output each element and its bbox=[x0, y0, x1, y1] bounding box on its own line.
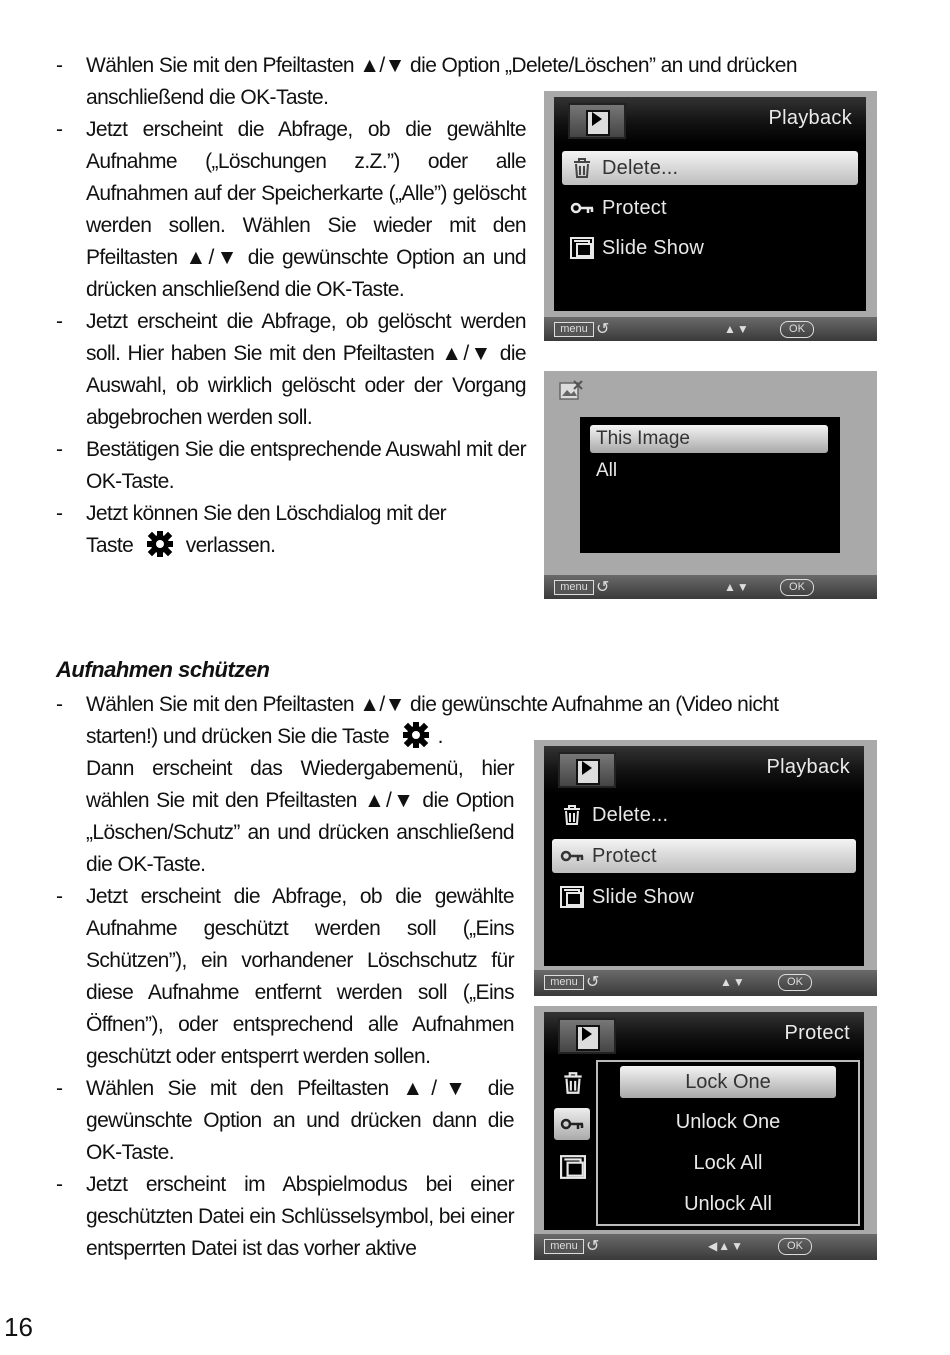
menu-item-protect[interactable] bbox=[562, 191, 858, 225]
page-number: 16 bbox=[4, 1312, 33, 1342]
screen-title: Playback bbox=[766, 756, 850, 778]
protect-key-tab bbox=[554, 1108, 590, 1140]
protect-options-box bbox=[596, 1060, 860, 1226]
s2-para4: Jetzt erscheint im Abspielmodus bei einer geschützten Datei ein Schlüsselsymbol, bei einer entsperrten Datei ist das vorher aktive bbox=[86, 1173, 514, 1260]
menu-item-delete[interactable] bbox=[552, 798, 856, 832]
menu-item-protect[interactable] bbox=[552, 839, 856, 873]
s2-line1b bbox=[86, 721, 526, 753]
updown-arrows-icon: ▲▼ bbox=[724, 322, 750, 336]
bullet-dash: - bbox=[56, 438, 63, 461]
s1-para2: Jetzt erscheint die Abfrage, ob die gewählte Aufnahme („Löschungen z.Z.”) oder alle Aufnahmen auf der Speicherkarte („Alle”) gelöscht werden sollen. Wählen Sie wieder mit den Pfeiltasten ▲/▼ die gewünschte Option an und drücken anschließend die OK-Taste. bbox=[86, 118, 526, 301]
key-icon bbox=[560, 845, 584, 867]
screen-footer bbox=[544, 317, 877, 341]
bullet-dash: - bbox=[56, 310, 63, 333]
menu-item-slideshow[interactable] bbox=[562, 231, 858, 265]
back-arrow-icon: ↺ bbox=[596, 579, 610, 596]
menu-item-label: Slide Show bbox=[592, 886, 695, 908]
screen-title: Protect bbox=[784, 1022, 850, 1044]
screen-footer bbox=[534, 1234, 877, 1260]
menu-item-delete[interactable] bbox=[562, 151, 858, 185]
trash-icon bbox=[560, 804, 584, 826]
s1-para4: Bestätigen Sie die entsprechende Auswahl mit der OK-Taste. bbox=[86, 438, 526, 493]
ok-button-hint: OK bbox=[778, 974, 812, 991]
s1-para5b bbox=[86, 530, 526, 562]
ok-button-hint: OK bbox=[780, 321, 814, 338]
bullet-dash: - bbox=[56, 54, 63, 77]
menu-item-slideshow[interactable] bbox=[552, 880, 856, 914]
menu-button-hint: menu bbox=[544, 1239, 584, 1254]
s1-para5b-post: verlassen. bbox=[185, 534, 276, 557]
playback-screen-2 bbox=[534, 740, 877, 996]
s2-para3: Wählen Sie mit den Pfeiltasten ▲/▼ die gewünschte Option an und drücken dann die OK-Taste. bbox=[86, 1077, 514, 1164]
option-unlock-all[interactable]: Unlock All bbox=[684, 1193, 772, 1215]
s2-line1a: Wählen Sie mit den Pfeiltasten ▲/▼ die gewünschte Aufnahme an (Video nicht bbox=[86, 693, 779, 716]
option-unlock-one[interactable]: Unlock One bbox=[675, 1111, 781, 1133]
s1-para5b-pre: Taste bbox=[86, 534, 134, 557]
screen-title: Playback bbox=[768, 107, 852, 129]
delete-dialog-screen bbox=[544, 371, 877, 599]
s1-para5a: Jetzt können Sie den Löschdialog mit der bbox=[86, 502, 447, 525]
s1-line1a: Wählen Sie mit den Pfeiltasten ▲/▼ die Option „Delete/Löschen” an und drücken bbox=[86, 54, 797, 77]
option-lock-all[interactable]: Lock All bbox=[693, 1152, 763, 1174]
key-icon bbox=[570, 197, 594, 219]
section-heading: Aufnahmen schützen bbox=[56, 657, 270, 682]
trash-icon bbox=[560, 1070, 586, 1096]
menu-button-hint: menu bbox=[544, 975, 584, 990]
option-all[interactable]: All bbox=[596, 460, 618, 481]
direction-arrows-icon: ◀▲▼ bbox=[708, 1239, 744, 1253]
bullet-dash: - bbox=[56, 1077, 63, 1100]
playback-screen-1 bbox=[544, 91, 877, 341]
screen-header bbox=[544, 1012, 864, 1056]
bullet-dash: - bbox=[56, 502, 63, 525]
s2-para2: Jetzt erscheint die Abfrage, ob die gewählte Aufnahme geschützt werden soll („Eins Schützen”), ein vorhandener Löschschutz für diese Aufnahme entfernt werden soll („Eins Öffnen”), oder entsprechend alle Aufnahmen geschützt oder entsperrt werden sollen. bbox=[86, 885, 514, 1068]
delete-photo-icon bbox=[558, 379, 584, 403]
menu-item-label: Protect bbox=[602, 197, 667, 219]
screen-header bbox=[544, 746, 864, 794]
screen-header bbox=[554, 97, 866, 145]
trash-icon bbox=[570, 157, 594, 179]
option-this-image[interactable]: This Image bbox=[590, 425, 828, 453]
ok-button-hint: OK bbox=[778, 1238, 812, 1255]
settings-gear-icon bbox=[146, 530, 174, 558]
s2-line1b-pre: starten!) und drücken Sie die Taste bbox=[86, 725, 390, 748]
key-icon bbox=[559, 1113, 585, 1135]
slideshow-icon bbox=[570, 237, 594, 259]
back-arrow-icon: ↺ bbox=[586, 1238, 600, 1255]
back-arrow-icon: ↺ bbox=[596, 321, 610, 338]
s2-line1b-post: . bbox=[437, 725, 443, 748]
s1-line1b: anschließend die OK-Taste. bbox=[86, 86, 329, 109]
menu-item-label: Delete... bbox=[592, 804, 669, 826]
screen-footer bbox=[534, 970, 877, 996]
bullet-dash: - bbox=[56, 693, 63, 716]
s2-para1-rest: Dann erscheint das Wiedergabemenü, hier wählen Sie mit den Pfeiltasten ▲/▼ die Option „Löschen/Schutz” an und drücken anschließend die OK-Taste. bbox=[86, 757, 514, 876]
s1-para3: Jetzt erscheint die Abfrage, ob gelöscht werden soll. Hier haben Sie mit den Pfeiltasten ▲/▼ die Auswahl, ob wirklich gelöscht oder der Vorgang abgebrochen werden soll. bbox=[86, 310, 526, 429]
screen-footer bbox=[544, 575, 877, 599]
settings-gear-icon bbox=[402, 721, 430, 749]
updown-arrows-icon: ▲▼ bbox=[720, 975, 746, 989]
ok-button-hint: OK bbox=[780, 579, 814, 596]
slideshow-icon bbox=[560, 1154, 586, 1180]
menu-item-label: Protect bbox=[592, 845, 657, 867]
option-lock-one[interactable]: Lock One bbox=[620, 1066, 836, 1098]
delete-options-box bbox=[580, 417, 840, 553]
menu-button-hint: menu bbox=[554, 322, 594, 337]
menu-item-label: Delete... bbox=[602, 157, 679, 179]
menu-button-hint: menu bbox=[554, 580, 594, 595]
back-arrow-icon: ↺ bbox=[586, 974, 600, 991]
updown-arrows-icon: ▲▼ bbox=[724, 580, 750, 594]
bullet-dash: - bbox=[56, 1173, 63, 1196]
bullet-dash: - bbox=[56, 118, 63, 141]
slideshow-icon bbox=[560, 886, 584, 908]
protect-screen bbox=[534, 1006, 877, 1260]
bullet-dash: - bbox=[56, 885, 63, 908]
menu-item-label: Slide Show bbox=[602, 237, 705, 259]
